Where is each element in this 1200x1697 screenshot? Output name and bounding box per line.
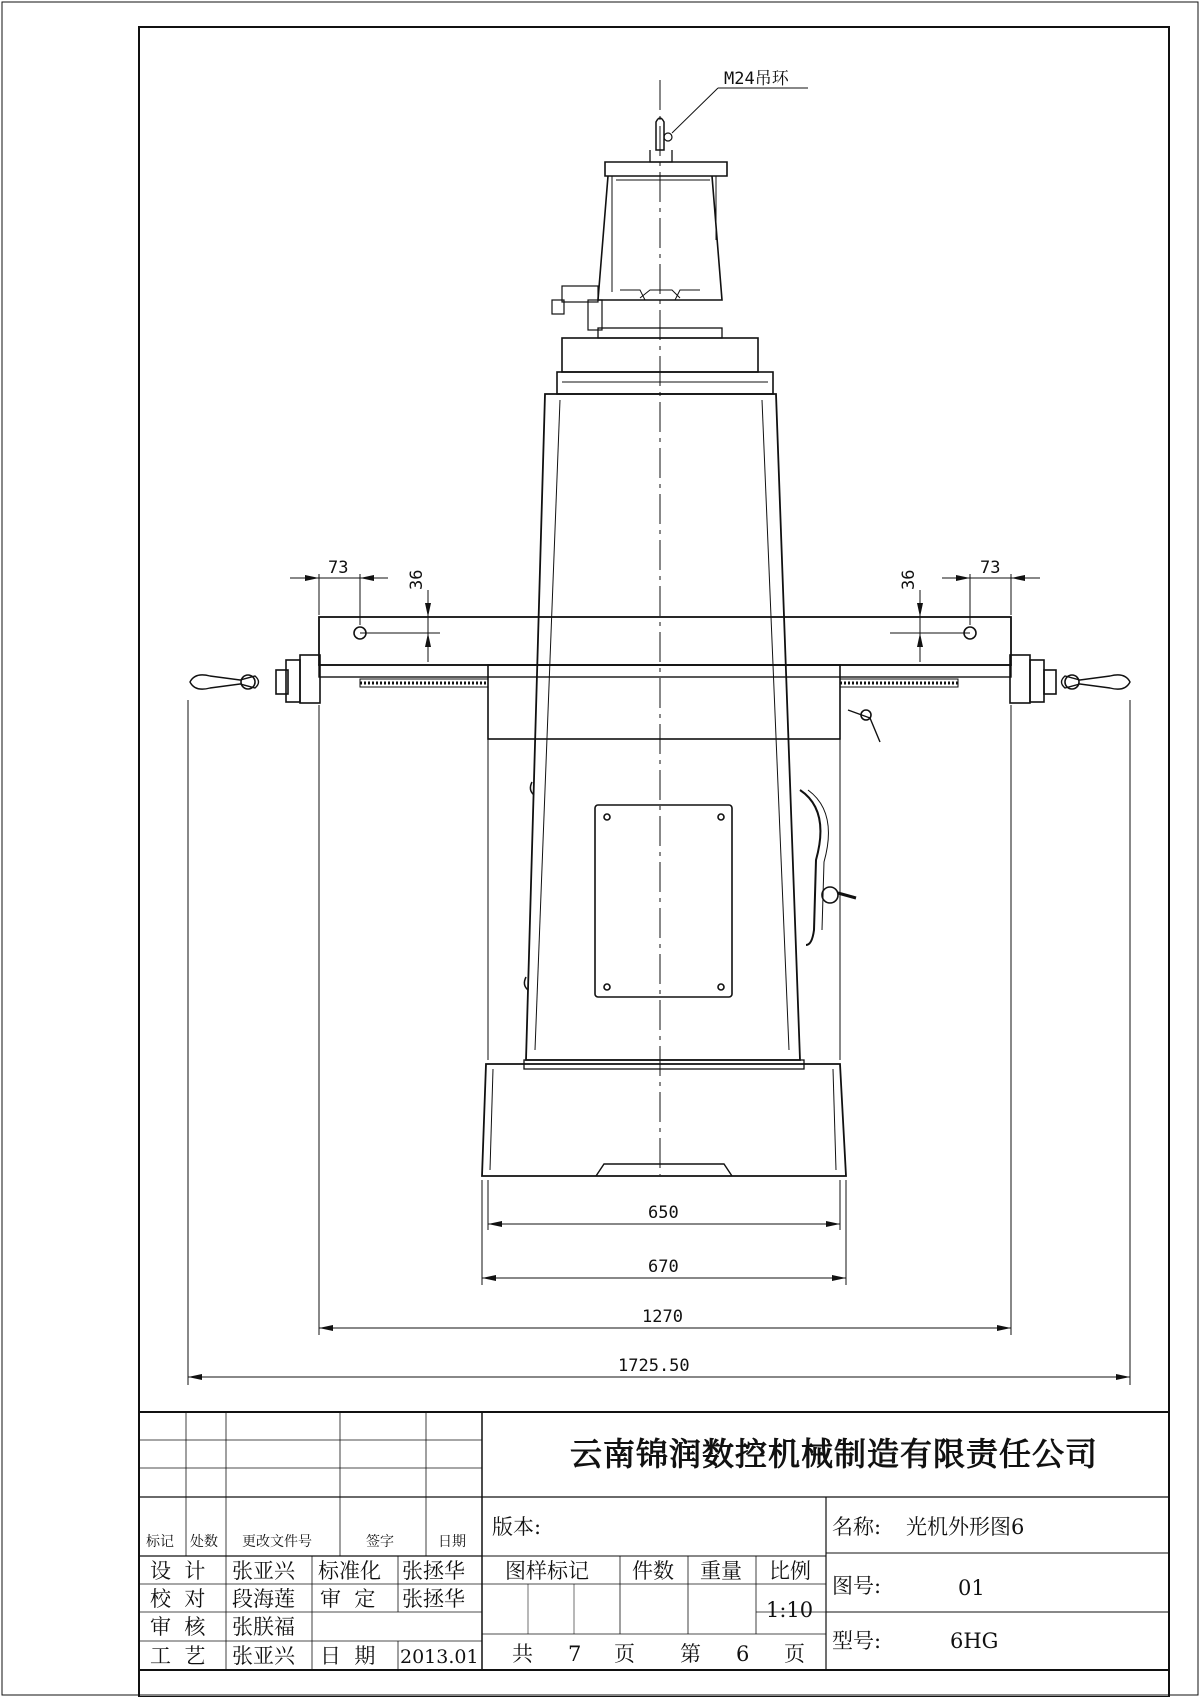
model-label: 型号: — [832, 1629, 882, 1653]
pages-unit: 页 — [614, 1642, 635, 1666]
model-value: 6HG — [950, 1629, 999, 1653]
dim-left-36: 36 — [407, 569, 427, 590]
role-label: 校 对 — [150, 1587, 206, 1611]
role-name: 张亚兴 — [232, 1644, 295, 1668]
revision-headers — [146, 1533, 466, 1550]
role-label: 工 艺 — [150, 1644, 206, 1668]
machine-outline — [190, 80, 1130, 1176]
role-label: 标准化 — [318, 1559, 381, 1583]
weight-label: 重量 — [700, 1559, 742, 1583]
page-current: 6 — [736, 1642, 750, 1666]
page-current-label: 第 — [680, 1642, 701, 1666]
dim-left-73: 73 — [328, 558, 349, 578]
scale-value: 1:10 — [766, 1598, 814, 1622]
drawing-no-label: 图号: — [832, 1574, 882, 1598]
scale-label: 比例 — [769, 1559, 811, 1583]
role-label: 日 期 — [320, 1644, 376, 1668]
role-name: 张拯华 — [402, 1559, 465, 1583]
company-name: 云南锦润数控机械制造有限责任公司 — [570, 1435, 1099, 1473]
dim-670: 670 — [648, 1257, 679, 1277]
pages-total-label: 共 — [512, 1642, 533, 1666]
signature-rows — [150, 1559, 479, 1668]
title-block-fields — [492, 1515, 1024, 1666]
revision-header: 更改文件号 — [242, 1534, 312, 1550]
dim-right-36: 36 — [899, 569, 919, 590]
revision-header: 日期 — [438, 1534, 466, 1550]
lifting-eye-label: M24吊环 — [724, 69, 789, 89]
date-value: 2013.01 — [400, 1646, 479, 1668]
role-name: 张拯华 — [402, 1587, 465, 1611]
role-name: 段海莲 — [232, 1587, 295, 1611]
dim-650: 650 — [648, 1203, 679, 1223]
role-label: 审 核 — [150, 1615, 206, 1639]
role-label: 设 计 — [150, 1559, 206, 1583]
name-value: 光机外形图6 — [906, 1515, 1025, 1539]
role-label: 审 定 — [320, 1587, 376, 1611]
revision-header: 签字 — [366, 1534, 394, 1550]
role-name: 张亚兴 — [232, 1559, 295, 1583]
version-label: 版本: — [492, 1515, 542, 1539]
sample-mark-label: 图样标记 — [505, 1559, 589, 1583]
page-unit: 页 — [784, 1642, 805, 1666]
revision-header: 处数 — [190, 1534, 218, 1550]
role-name: 张朕福 — [232, 1615, 295, 1639]
name-label: 名称: — [832, 1515, 882, 1539]
dim-1270: 1270 — [642, 1307, 683, 1327]
dim-1725-50: 1725.50 — [618, 1356, 690, 1376]
revision-header: 标记 — [146, 1534, 174, 1550]
dimension-lines — [188, 88, 1130, 1385]
drawing-no-value: 01 — [958, 1576, 985, 1600]
pages-total: 7 — [568, 1642, 582, 1666]
dim-right-73: 73 — [980, 558, 1001, 578]
quantity-label: 件数 — [632, 1559, 674, 1583]
